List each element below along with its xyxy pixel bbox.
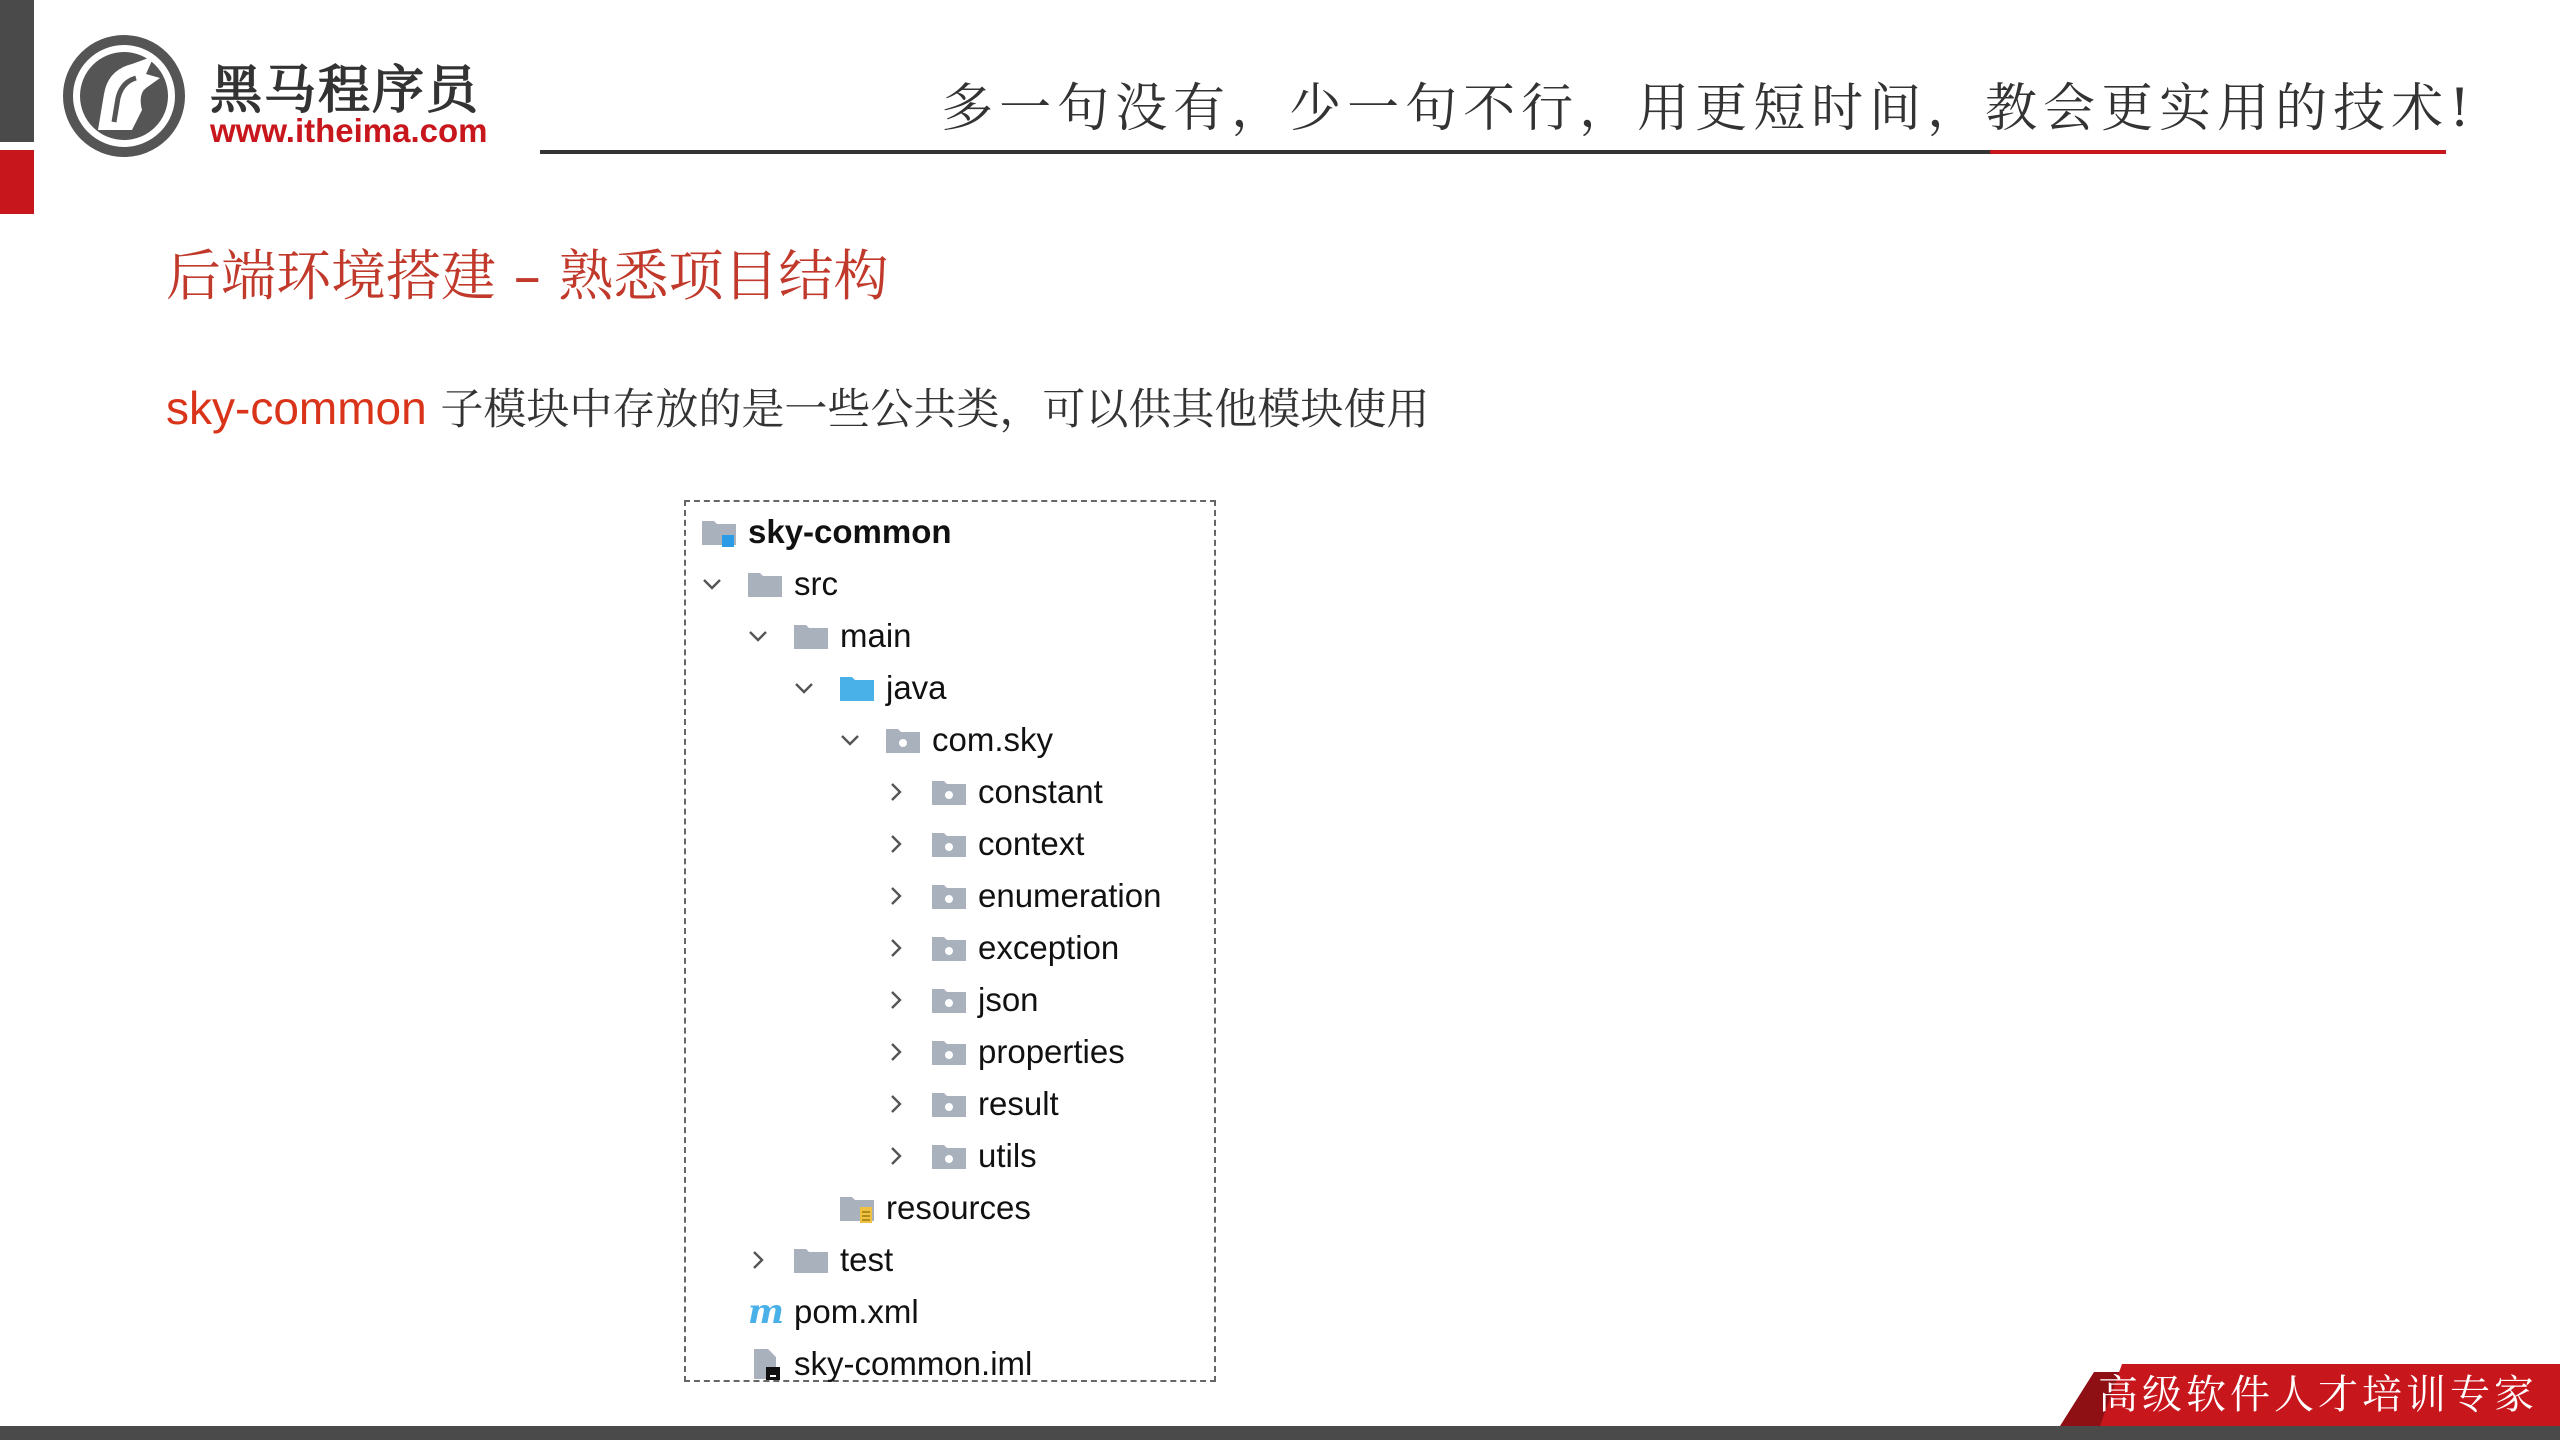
tree-item[interactable] (700, 558, 838, 610)
tree-item-label: exception (978, 929, 1120, 966)
package-icon (930, 775, 968, 809)
chevron-right-icon[interactable] (884, 780, 908, 804)
chevron-right-icon[interactable] (746, 1248, 770, 1272)
tree-item[interactable] (792, 1182, 1031, 1234)
iml-file-icon (746, 1347, 784, 1381)
project-tree (684, 500, 1216, 1382)
tree-item-label: properties (978, 1033, 1125, 1070)
tree-item[interactable] (884, 974, 1039, 1026)
chevron-right-icon[interactable] (884, 1092, 908, 1116)
tree-item[interactable] (700, 1338, 1032, 1390)
tree-item[interactable] (884, 1026, 1125, 1078)
svg-text:m: m (748, 1295, 784, 1329)
slide-subtitle (166, 376, 1429, 437)
tree-item[interactable] (746, 610, 912, 662)
chevron-down-icon[interactable] (838, 728, 862, 752)
tree-item[interactable] (884, 818, 1084, 870)
tree-item[interactable] (884, 1078, 1059, 1130)
module-name-highlight: sky-common (166, 382, 427, 434)
folder-icon (746, 567, 784, 601)
tree-item-label: com.sky (932, 721, 1054, 758)
tree-item-label: sky-common (748, 513, 952, 550)
subtitle-text: 子模块中存放的是一些公共类，可以供其他模块使用 (426, 385, 1430, 435)
tree-item-label: resources (886, 1189, 1031, 1226)
tree-item-label: utils (978, 1137, 1037, 1174)
footer-bar (0, 1426, 2560, 1440)
package-icon (930, 1035, 968, 1069)
chevron-down-icon[interactable] (746, 624, 770, 648)
package-icon (930, 1087, 968, 1121)
tree-item[interactable] (884, 766, 1103, 818)
tree-item-label: pom.xml (794, 1293, 919, 1330)
chevron-down-icon[interactable] (700, 572, 724, 596)
package-icon (930, 1139, 968, 1173)
tree-item-label: constant (978, 773, 1103, 810)
tree-item-label: enumeration (978, 877, 1162, 914)
maven-icon (746, 1295, 784, 1329)
package-icon (930, 983, 968, 1017)
chevron-right-icon[interactable] (884, 1040, 908, 1064)
left-accent-bar-dark (0, 0, 34, 142)
tree-item[interactable] (884, 1130, 1037, 1182)
package-icon (930, 879, 968, 913)
package-icon (930, 931, 968, 965)
tree-item[interactable] (746, 1234, 893, 1286)
horse-logo-icon (62, 34, 194, 158)
tree-item-label: test (840, 1241, 894, 1278)
chevron-right-icon[interactable] (884, 884, 908, 908)
tree-item-label: main (840, 617, 912, 654)
header-rule-accent (1990, 150, 2446, 154)
header-rule (540, 150, 1990, 154)
chevron-right-icon[interactable] (884, 832, 908, 856)
tree-item[interactable] (700, 1286, 919, 1338)
chevron-right-icon[interactable] (884, 936, 908, 960)
slide-title: 后端环境搭建 – 熟悉项目结构 (166, 244, 889, 308)
module-icon (700, 515, 738, 549)
chevron-down-icon[interactable] (792, 676, 816, 700)
chevron-right-icon[interactable] (884, 1144, 908, 1168)
chevron-right-icon[interactable] (884, 988, 908, 1012)
tree-item[interactable] (884, 922, 1119, 974)
left-accent-bar-red (0, 150, 34, 214)
folder-icon (792, 619, 830, 653)
package-icon (930, 827, 968, 861)
tree-item-label: java (886, 669, 947, 706)
source-folder-icon (838, 671, 876, 705)
footer-tagline: 高级软件人才培训专家 (2098, 1372, 2538, 1418)
brand-logo (62, 34, 502, 164)
tree-item-label: sky-common.iml (794, 1345, 1033, 1382)
tree-item[interactable] (884, 870, 1161, 922)
resources-folder-icon (838, 1191, 876, 1225)
header-slogan: 多一句没有，少一句不行，用更短时间，教会更实用的技术! (941, 79, 2476, 139)
tree-item[interactable] (792, 662, 947, 714)
tree-item[interactable] (838, 714, 1053, 766)
tree-item-label: src (794, 565, 838, 602)
tree-item[interactable] (700, 506, 952, 558)
tree-item-label: context (978, 825, 1085, 862)
brand-url: www.itheima.com (210, 112, 488, 149)
brand-name: 黑马程序员 (210, 61, 481, 121)
tree-item-label: json (978, 981, 1039, 1018)
tree-item-label: result (978, 1085, 1059, 1122)
package-icon (884, 723, 922, 757)
folder-icon (792, 1243, 830, 1277)
